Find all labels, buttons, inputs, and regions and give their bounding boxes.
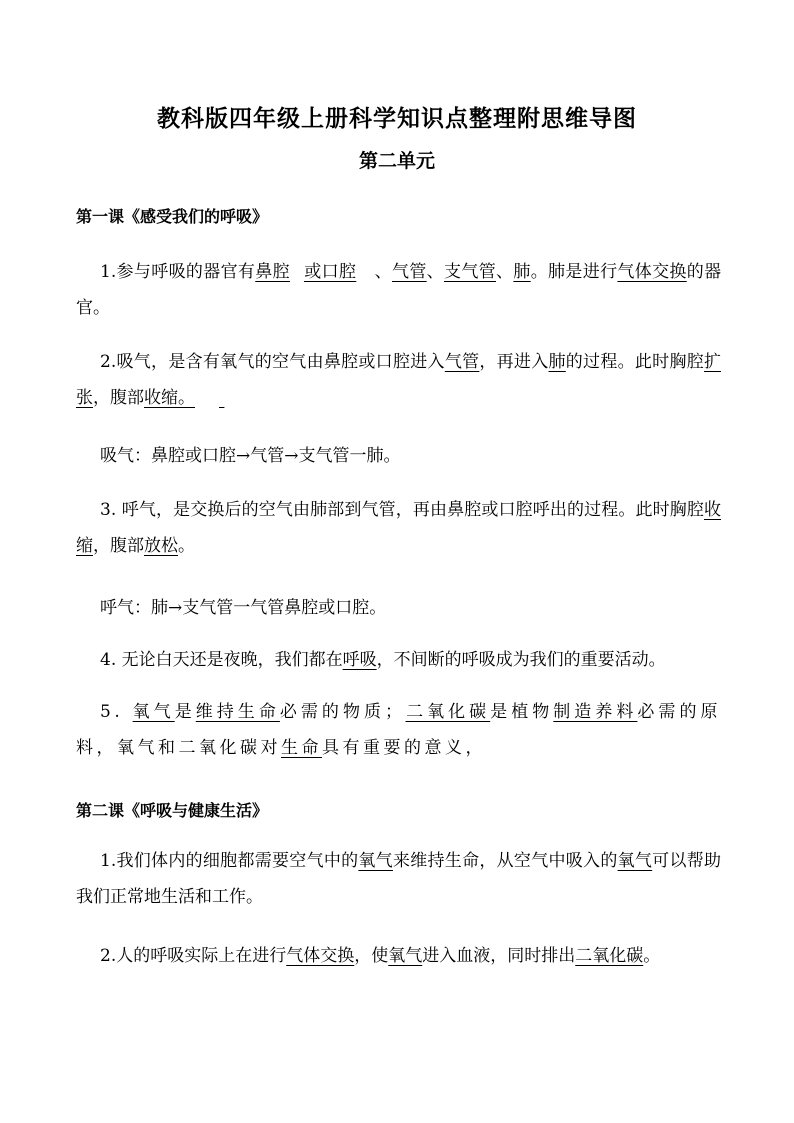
lesson-1-point-2: 2.吸气，是含有氧气的空气由鼻腔或口腔进入气管，再进入肺的过程。此时胸腔扩张，腹部收缩。 bbox=[76, 352, 722, 408]
lesson-2-point-2: 2.人的呼吸实际上在进行气体交换，使氧气进入血液，同时排出二氧化碳。 bbox=[100, 946, 661, 966]
lesson-1-heading: 第一课《感受我们的呼吸》 bbox=[76, 207, 269, 226]
unit-heading: 第二单元 bbox=[358, 150, 435, 172]
lesson-1-point-4: 4. 无论白天还是夜晚，我们都在呼吸，不间断的呼吸成为我们的重要活动。 bbox=[100, 650, 666, 670]
document-title: 教科版四年级上册科学知识点整理附思维导图 bbox=[157, 106, 637, 132]
lesson-2-point-1: 1.我们体内的细胞都需要空气中的氧气来维持生命，从空气中吸入的氧气可以帮助我们正常地生活和工作。 bbox=[76, 851, 722, 907]
lesson-1-point-1: 1.参与呼吸的器官有鼻腔 或口腔 、气管、支气管、肺。肺是进行气体交换的器官。 bbox=[76, 262, 722, 318]
exhale-pathway: 呼气：肺→支气管一气管鼻腔或口腔。 bbox=[100, 598, 387, 618]
lesson-2-heading: 第二课《呼吸与健康生活》 bbox=[76, 801, 269, 820]
lesson-1-point-5: 5. 氧气是维持生命必需的物质；二氧化碳是植物制造养料必需的原料，氧气和二氧化碳对生命具有重要的意义， bbox=[76, 702, 721, 758]
lesson-1-point-3: 3. 呼气，是交换后的空气由肺部到气管，再由鼻腔或口腔呼出的过程。此时胸腔收缩，腹部放松。 bbox=[76, 500, 721, 556]
inhale-pathway: 吸气：鼻腔或口腔→气管→支气管一肺。 bbox=[100, 446, 401, 466]
